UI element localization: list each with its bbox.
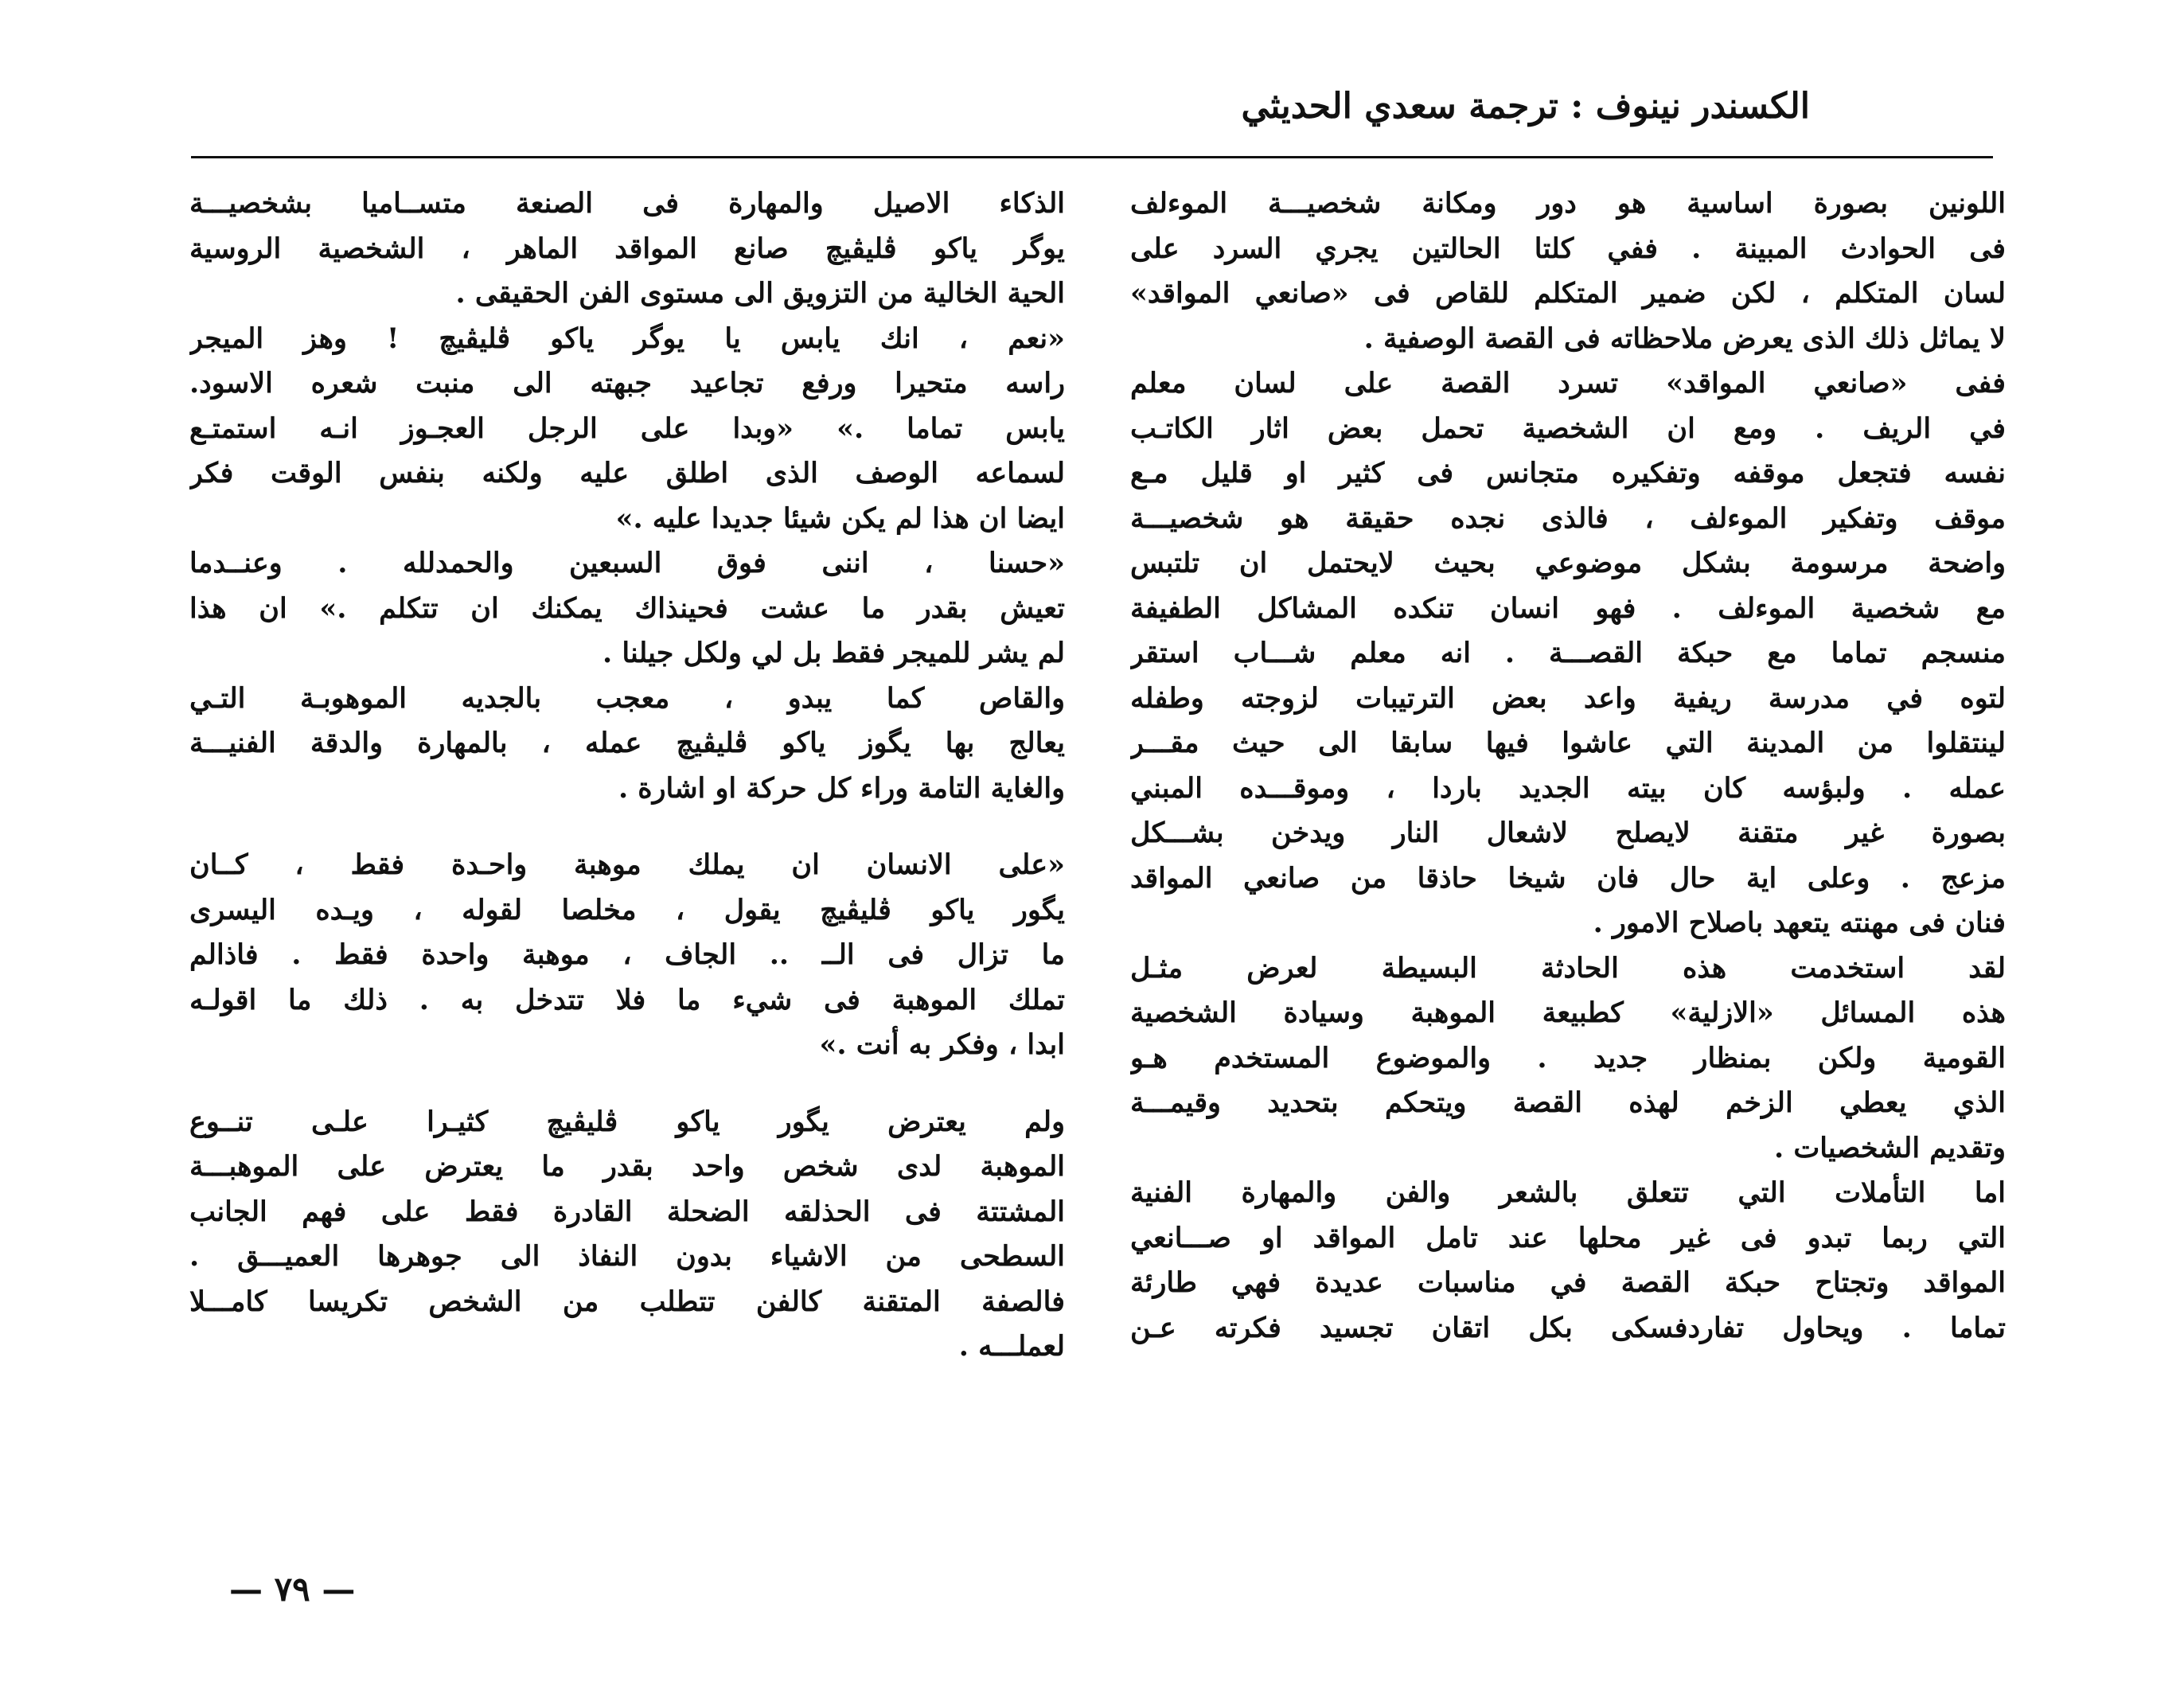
text-line: المواقد وتجتاح حبكة القصة في مناسبات عديدة فهي طارئة	[1130, 1266, 2006, 1299]
header-rule	[191, 156, 1993, 158]
text-line: لا يماثل ذلك الذى يعرض ملاحظاته فى القصة الوصفية .	[1363, 322, 2006, 355]
text-line: راسه متحيرا ورفع تجاعيد جبهته الى منبت شعره الاسود.	[189, 367, 1065, 400]
text-line: فالصفة المتقنة كالفن تتطلب من الشخص تكريسا كامـــلا	[189, 1285, 1065, 1318]
text-line: فنان فى مهنته يتعهد باصلاح الامور .	[1593, 907, 2006, 939]
text-line: الموهبة لدى شخص واحد بقدر ما يعترض على الموهبـــة	[189, 1150, 1065, 1183]
text-line: الذكاء الاصيل والمهارة فى الصنعة متســاميا بشخصيـــة	[189, 187, 1065, 220]
text-line: لسان المتكلم ، لكن ضمير المتكلم للقاص فى «صانعي المواقد»	[1130, 277, 2006, 310]
text-line: بصورة غير متقنة لايصلح لاشعال النار ويدخن بشـــكل	[1130, 817, 2006, 849]
text-column-left	[189, 181, 1065, 1370]
paragraph-gap	[189, 1068, 1065, 1100]
text-line: لتوه في مدرسة ريفية واعد بعض الترتيبات لزوجته وطفله	[1130, 681, 2006, 715]
text-line: موقف وتفكير الموءلف ، فالذى نجده حقيقة هو شخصيـــة	[1130, 501, 2006, 535]
text-line: ما تزال فى الــ .. الجاف ، موهبة واحدة فقط . فاذالم	[189, 938, 1065, 971]
text-line: القومية ولكن بمنظار جديد . والموضوع المستخدم هـو	[1130, 1041, 2006, 1075]
paragraph-gap	[189, 811, 1065, 843]
text-line: يابس تماما .» «وبدا على الرجل العجـوز انـه استمتـع	[189, 411, 1065, 445]
text-line: تملك الموهبة فى شيء ما فلا تتدخل به . ذلك ما اقولـه	[189, 983, 1065, 1016]
page-number: — ٧٩ —	[229, 1570, 356, 1609]
text-line: لقد استخدمت هذه الحادثة البسيطة لعرض مثـل	[1130, 951, 2006, 985]
text-line: اما التأملات التي تتعلق بالشعر والفن والمهارة الفنية	[1130, 1176, 2006, 1209]
text-line: هذه المسائل «الازلية» كطبيعة الموهبة وسيادة الشخصية	[1130, 997, 2006, 1029]
text-line: لم يشر للميجر فقط بل لي ولكل جيلنا .	[602, 637, 1065, 669]
header-title: الكسندر نينوف : ترجمة سعدي الحديثي	[1241, 86, 1810, 127]
text-column-right	[1130, 181, 2006, 1351]
text-line: لينتقلوا من المدينة التي عاشوا فيها سابقا الى حيث مقـــر	[1130, 727, 2006, 759]
text-line: «نعم ، انك يابس يا يوگر ياكو ڤليڤيچ ! وهز الميجر	[189, 322, 1065, 355]
text-line: عمله . ولبؤسه كان بيته الجديد باردا ، وموقـــده المبني	[1130, 771, 2006, 805]
text-line: تعيش بقدر ما عشت فحينذاك يمكنك ان تتكلم .» ان هذا	[189, 591, 1065, 625]
text-line: مزعج . وعلى اية حال فان شيخا حاذقا من صانعي المواقد	[1130, 861, 2006, 895]
text-line: ففى «صانعي المواقد» تسرد القصة على لسان معلم	[1130, 367, 2006, 400]
text-line: منسجم تماما مع حبكة القصـــة . انه معلم شـــاب استقر	[1130, 637, 2006, 669]
text-line: لسماعه الوصف الذى اطلق عليه ولكنه بنفس الوقت فكر	[189, 457, 1065, 489]
text-line: في الريف . ومع ان الشخصية تحمل بعض اثار الكاتـب	[1130, 411, 2006, 445]
text-line: يعالج بها يگوز ياكو ڤليڤيچ عمله ، بالمهارة والدقة الفنيـــة	[189, 727, 1065, 759]
text-line: «حسنا ، اننى فوق السبعين والحمدلله . وعنــدما	[189, 547, 1065, 579]
text-line: يوگر ياكو ڤليڤيچ صانع المواقد الماهر ، الشخصية الروسية	[189, 232, 1065, 265]
text-line: تماما . ويحاول تفاردفسكى بكل اتقان تجسيد فكرته عـن	[1130, 1311, 2006, 1344]
text-line: الذي يعطي الزخم لهذه القصة ويتحكم بتحديد وقيمـــة	[1130, 1086, 2006, 1119]
text-line: والغاية التامة وراء كل حركة او اشارة .	[618, 771, 1065, 805]
text-line: التي ربما تبدو فى غير محلها عند تامل المواقد او صـــانعي	[1130, 1221, 2006, 1254]
text-line: ايضا ان هذا لم يكن شيئا جديدا عليه .»	[615, 501, 1065, 535]
text-line: ولم يعترض يگور ياكو ڤليڤيچ كثيـرا علـى تنــوع	[189, 1105, 1065, 1138]
text-line: يگور ياكو ڤليڤيچ يقول ، مخلصا لقوله ، ويـده اليسرى	[189, 893, 1065, 926]
text-line: الحية الخالية من التزويق الى مستوى الفن الحقيقى .	[455, 277, 1065, 310]
text-line: مع شخصية الموءلف . فهو انسان تنكده المشاكل الطفيفة	[1130, 591, 2006, 625]
text-line: السطحى من الاشياء بدون النفاذ الى جوهرها العميـــق .	[189, 1240, 1065, 1273]
text-line: وتقديم الشخصيات .	[1773, 1131, 2006, 1164]
text-line: ابدا ، وفكر به أنت .»	[819, 1028, 1065, 1061]
text-line: فى الحوادث المبينة . ففي كلتا الحالتين يجري السرد على	[1130, 232, 2006, 265]
text-line: اللونين بصورة اساسية هو دور ومكانة شخصيـــة الموءلف	[1130, 187, 2006, 220]
text-line: نفسه فتجعل موقفه وتفكيره متجانس فى كثير او قليل مـع	[1130, 457, 2006, 489]
text-line: والقاص كما يبدو ، معجب بالجديه الموهوبـة التـي	[189, 681, 1065, 715]
text-line: واضحة مرسومة بشكل موضوعي بحيث لايحتمل ان تلتبس	[1130, 547, 2006, 579]
text-line: «على الانسان ان يملك موهبة واحـدة فقط ، كــان	[189, 848, 1065, 881]
text-line: لعملـــه .	[958, 1330, 1065, 1363]
text-line: المشتتة فى الحذلقه الضحلة القادرة فقط على فهم الجانب	[189, 1195, 1065, 1228]
